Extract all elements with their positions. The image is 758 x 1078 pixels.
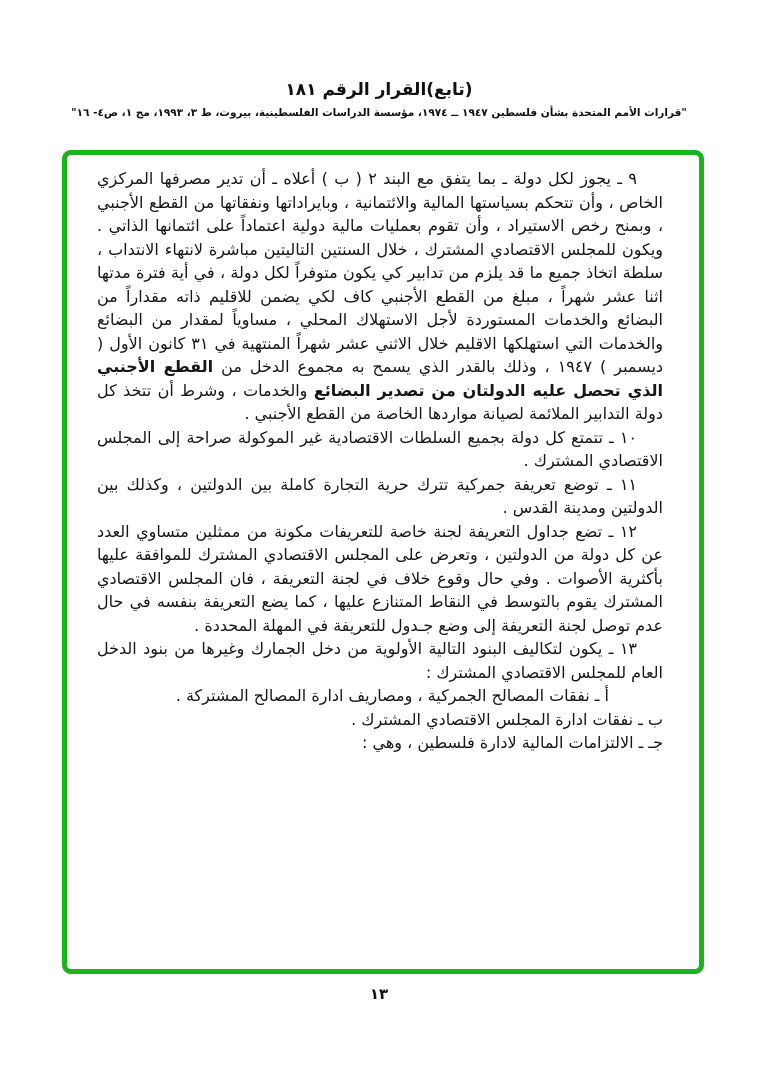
page-number: ١٣ [369,985,389,1003]
paragraph-text: أ ـ نفقات المصالح الجمركية ، ومصاريف ادارة المصالح المشتركة . [175,686,609,705]
paragraph [97,684,663,708]
paragraph [97,520,663,638]
source-citation: "قرارات الأمم المتحدة بشأن فلسطين ١٩٤٧ ــ ١٩٧٤، مؤسسة الدراسات الفلسطينية، بيروت، ط ٣، ١٩٩٣، مج ١، ص٤- ١٦" [71,107,687,119]
page-header [0,80,758,119]
paragraph [97,708,663,732]
paragraph-text-bold: القطع الأجنبي الذي تحصل عليه الدولتان من تصدير البضائع [97,357,664,400]
paragraph [97,637,663,684]
paragraph-text: ١١ ـ توضع تعريفة جمركية تترك حرية التجارة كاملة بين الدولتين ، وكذلك بين الدولتين ومدينة القدس . [97,474,663,517]
paragraph [97,167,663,426]
page-title: (تابع)القرار الرقم ١٨١ [285,80,473,100]
paragraph-text: جـ ـ الالتزامات المالية لادارة فلسطين ، وهي : [362,733,663,752]
content-frame [62,150,704,974]
paragraph-text: والخدمات ، وشرط أن تتخذ كل دولة التدابير الملائمة لصيانة مواردها الخاصة من القطع الأجنبي . [97,380,663,423]
document-body [97,167,663,755]
paragraph-text: ٩ ـ يجوز لكل دولة ـ بما يتفق مع البند ٢ ( ب ) أعلاه ـ أن تدير مصرفها المركزي الخاص ، وأن تتحكم بسياستها المالية والائتمانية ، وبايراداتها ونفقاتها من القطع الأجنبي ، وبمنح رخص الاستيراد ، وأن تقوم بعمليات مالية دولية اعتماداً على ائتمانها الذاتي . ويكون للمجلس الاقتصادي المشترك ، خلال السنتين التاليتين مباشرة لانتهاء الانتداب ، سلطة اتخاذ جميع ما قد يلزم من تدابير كي يكون متوفراً لكل دولة ، في أية فترة مدتها اثنا عشر شهراً ، مبلغ من القطع الأجنبي كاف لكي يضمن للاقليم ذاته مقداراً من البضائع والخدمات المستوردة لأجل الاستهلاك المحلي ، مساوياً لمقدار من البضائع والخدمات التي استهلكها الاقليم خلال الاثني عشر شهراً المنتهية في ٣١ كانون الأول ( ديسمبر ) ١٩٤٧ ، وذلك بالقدر الذي يسمح به مجموع الدخل من [97,169,664,376]
paragraph-text: ١٢ ـ تضع جداول التعريفة لجنة خاصة للتعريفات مكونة من ممثلين متساوي العدد عن كل دولة من الدولتين ، وتعرض على المجلس الاقتصادي المشترك للموافقة عليها بأكثرية الأصوات . وفي حال وقوع خلاف في لجنة التعريفة ، فان المجلس الاقتصادي المشترك يقوم بالتوسط في النقاط المتنازع عليها ، كما يضع التعريفة بنفسه في حال عدم توصل لجنة التعريفة إلى وضع جـدول للتعريفة في المهلة المحددة . [97,521,663,635]
paragraph-text: ١٠ ـ تتمتع كل دولة بجميع السلطات الاقتصادية غير الموكولة صراحة إلى المجلس الاقتصادي المشترك . [97,427,663,470]
paragraph [97,426,663,473]
paragraph-text: ب ـ نفقات ادارة المجلس الاقتصادي المشترك . [351,709,663,729]
paragraph [97,731,663,755]
paragraph [97,473,663,520]
paragraph-text: ١٣ ـ يكون لتكاليف البنود التالية الأولوية من دخل الجمارك وغيرها من بنود الدخل العام للمجلس الاقتصادي المشترك : [97,639,663,682]
